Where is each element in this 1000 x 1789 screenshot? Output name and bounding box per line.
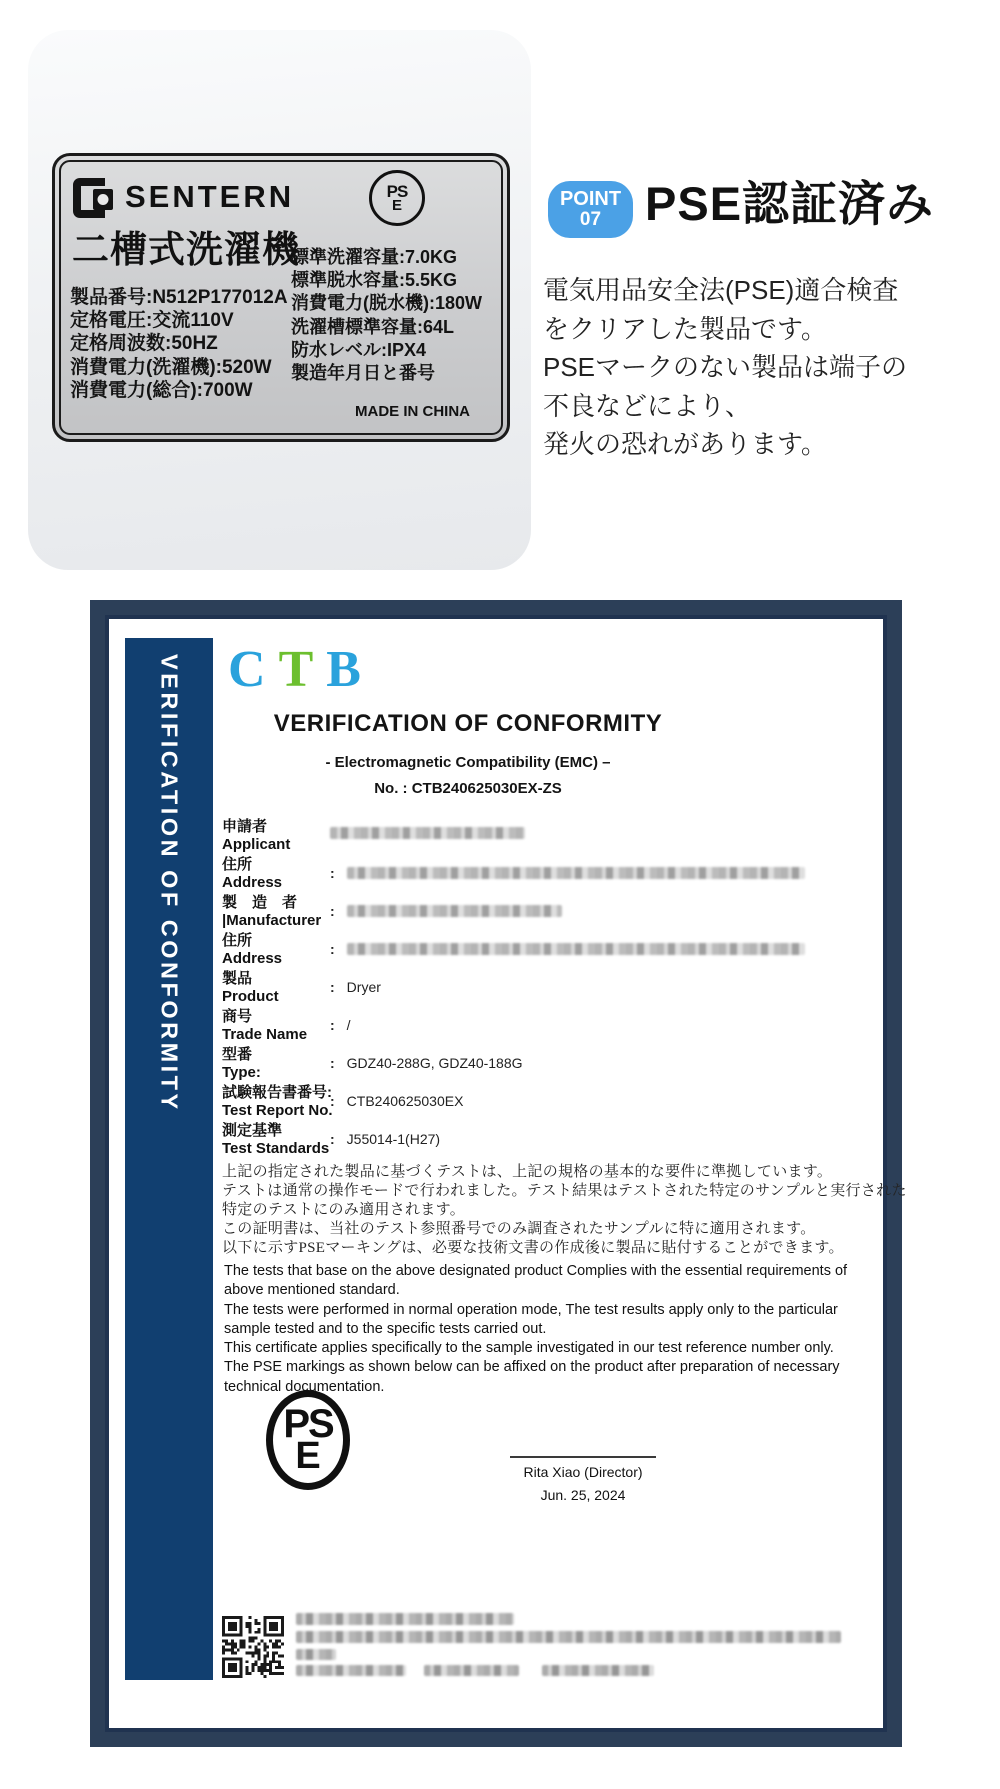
field-type: [222, 1046, 842, 1084]
field-label-jp: 住所: [222, 932, 253, 949]
ctb-letter-t: T: [278, 641, 327, 698]
redacted-value: [347, 905, 562, 917]
redacted-value: [330, 827, 525, 839]
en-statement-line: above mentioned standard.: [224, 1282, 400, 1299]
field-colon: :: [330, 1131, 335, 1147]
field-label-jp: 型番: [222, 1046, 253, 1063]
pse-mark-small: [369, 170, 425, 226]
field-label-en: Type:: [222, 1064, 261, 1081]
redacted-value: [347, 943, 805, 955]
spec-line: 消費電力(洗濯機):520W: [70, 356, 272, 378]
spec-line: 製品番号:N512P177012A: [70, 287, 288, 308]
pse-certified-heading: PSE認証済み: [645, 177, 935, 230]
badge-point-text: POINT: [559, 188, 622, 211]
spec-line: 消費電力(脱水機):180W: [291, 293, 483, 314]
description-line: PSEマークのない製品は端子の: [543, 352, 908, 383]
rating-label-plate: [52, 153, 510, 442]
spec-line: 防水レベル:IPX4: [291, 339, 427, 360]
pse-small-e: E: [391, 196, 402, 214]
spec-line: 消費電力(総合):700W: [70, 379, 253, 401]
point-07-badge: [548, 181, 633, 238]
description-line: をクリアした製品です。: [543, 313, 827, 344]
field-label-jp: 申請者: [222, 818, 268, 835]
en-statement-line: sample tested and to the specific tests carried out.: [224, 1320, 547, 1337]
field-label-en: Trade Name: [222, 1026, 308, 1043]
jp-statement-line: 以下に示すPSEマーキングは、必要な技術文書の作成後に製品に貼付することができます。: [222, 1240, 844, 1256]
redacted-footer-fax: [424, 1665, 519, 1676]
field-manufacturer: [222, 894, 842, 932]
spec-line: 洗濯槽標準容量:64L: [291, 316, 455, 337]
field-colon: :: [330, 979, 335, 995]
pse-small-ps: PS: [386, 181, 408, 201]
field-label-en: Applicant: [222, 836, 291, 853]
field-value: CTB240625030EX: [346, 1093, 464, 1109]
pse-large-e: E: [295, 1434, 321, 1477]
field-product: [222, 970, 842, 1008]
pse-mark-large: [266, 1390, 350, 1490]
ctb-logo: [228, 641, 374, 698]
field-label-en: Test Standards: [222, 1140, 330, 1157]
field-label-jp: 住所: [222, 856, 253, 873]
field-label-jp: 製 造 者: [222, 894, 298, 911]
side-band-text: VERIFICATION OF CONFORMITY: [156, 654, 183, 1113]
field-label-jp: 商号: [222, 1008, 253, 1025]
field-test-report-no: [222, 1084, 842, 1122]
certificate-number: No. : CTB240625030EX-ZS: [374, 780, 562, 797]
pse-large-ps: PS: [283, 1402, 333, 1447]
field-label-jp: 試験報告書番号:: [222, 1084, 332, 1101]
field-colon: :: [330, 903, 335, 919]
field-value: GDZ40-288G, GDZ40-188G: [346, 1055, 523, 1071]
spec-line: 標準脱水容量:5.5KG: [291, 270, 458, 291]
field-address-2: [222, 932, 842, 970]
field-trade-name: [222, 1008, 842, 1046]
spec-list-right: [291, 246, 482, 385]
field-value: /: [346, 1017, 351, 1033]
badge-number: 07: [579, 209, 602, 231]
redacted-footer-tel: [296, 1665, 406, 1676]
pse-description: [543, 271, 907, 464]
redacted-footer-address: [296, 1631, 841, 1643]
description-line: 電気用品安全法(PSE)適合検査: [543, 275, 899, 305]
field-label-en: Product: [222, 988, 279, 1005]
redacted-value: [347, 867, 805, 879]
en-statement-line: This certificate applies specifically to the sample investigated in our test reference number only.: [224, 1340, 834, 1357]
field-colon: :: [330, 865, 335, 881]
ctb-letter-b: B: [326, 641, 374, 698]
field-label-jp: 測定基準: [222, 1122, 283, 1139]
description-line: 発火の恐れがあります。: [543, 429, 827, 460]
jp-statement-line: この証明書は、当社のテスト参照番号でのみ調査されたサンプルに特に適用されます。: [222, 1221, 816, 1237]
jp-statement-line: 特定のテストにのみ適用されます。: [222, 1202, 466, 1218]
en-statement-line: technical documentation.: [224, 1378, 385, 1395]
english-statement: [224, 1262, 849, 1397]
sentern-logo-icon: [71, 176, 115, 220]
spec-line: 定格電圧:交流110V: [70, 310, 234, 332]
field-value: J55014-1(H27): [346, 1131, 441, 1147]
field-colon: :: [330, 1093, 335, 1109]
label-photo-card: [28, 30, 531, 570]
field-applicant: [222, 818, 842, 856]
signer-name: Rita Xiao (Director): [523, 1464, 643, 1480]
japanese-statement: [222, 1163, 907, 1258]
qr-code: [222, 1616, 284, 1678]
field-colon: :: [330, 941, 335, 957]
spec-line: 標準洗濯容量:7.0KG: [291, 247, 458, 267]
redacted-footer-company: [296, 1613, 514, 1625]
certificate-fields: [222, 818, 842, 1160]
signature-line: [510, 1456, 656, 1458]
brand-name: SENTERN: [125, 179, 295, 214]
ctb-letter-c: C: [228, 641, 279, 698]
en-statement-line: The tests were performed in normal operation mode, The test results apply only to the particular: [224, 1301, 838, 1318]
spec-line: 製造年月日と番号: [291, 363, 435, 384]
certificate-subtitle: - Electromagnetic Compatibility (EMC) –: [325, 754, 611, 771]
field-label-en: Test Report No.: [222, 1102, 333, 1119]
redacted-footer-email: [542, 1665, 654, 1676]
spec-list-left: [70, 286, 288, 402]
field-label-en: Address: [222, 950, 283, 967]
field-label-en: |Manufacturer: [222, 912, 322, 929]
jp-statement-line: 上記の指定された製品に基づくテストは、上記の規格の基本的な要件に準拠しています。: [222, 1164, 833, 1180]
field-address-1: [222, 856, 842, 894]
field-label-en: Address: [222, 874, 283, 891]
made-in-china-label: MADE IN CHINA: [355, 403, 470, 420]
field-colon: :: [330, 1055, 335, 1071]
spec-line: 定格周波数:50HZ: [70, 333, 218, 355]
certificate-title: VERIFICATION OF CONFORMITY: [273, 710, 663, 737]
signature-date: Jun. 25, 2024: [540, 1487, 626, 1503]
description-line: 不良などにより、: [543, 390, 752, 421]
redacted-footer-address-2: [296, 1649, 336, 1660]
en-statement-line: The tests that base on the above designated product Complies with the essential requirements of: [224, 1263, 848, 1279]
en-statement-line: The PSE markings as shown below can be affixed on the product after preparation of necessary: [224, 1359, 840, 1376]
product-type: 二槽式洗濯機: [72, 229, 300, 270]
field-colon: :: [330, 1017, 335, 1033]
field-test-standards: [222, 1122, 842, 1160]
field-label-jp: 製品: [222, 970, 253, 987]
jp-statement-line: テストは通常の操作モードで行われました。テスト結果はテストされた特定のサンプルと実行された: [222, 1183, 907, 1199]
field-value: Dryer: [346, 979, 381, 995]
